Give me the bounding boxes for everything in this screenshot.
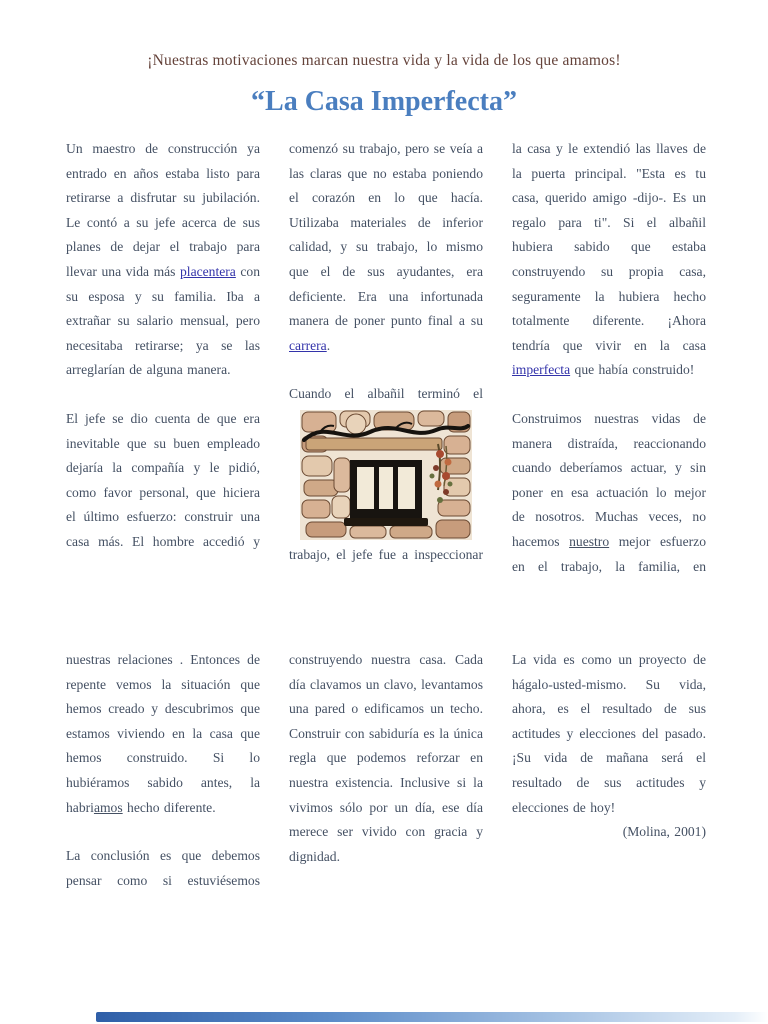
body-text: mejor esfuerzo en el trabajo, la familia, en: [512, 533, 706, 574]
body-text: nuestras relaciones . Entonces de repente vemos la situación que hemos creado y descubrimos que estamos viviendo en la casa que hemos construido. Si lo hubiéramos sabido antes, la habri: [66, 652, 260, 815]
paragraph: [289, 382, 483, 407]
imperfecta-link[interactable]: imperfecta: [512, 362, 571, 378]
citation-text: (Molina, 2001): [622, 824, 706, 840]
paragraph: [512, 648, 706, 820]
body-text: La conclusión es que debemos pensar como si estuviésemos: [66, 848, 260, 888]
column-2-bottom: [289, 648, 483, 893]
paragraph: [512, 407, 706, 579]
paragraph: [66, 137, 260, 383]
column-3-top: [512, 137, 706, 603]
citation: [512, 820, 706, 845]
body-text: construyendo nuestra casa. Cada día clavamos un clavo, levantamos una pared o edificamos un techo. Construir con sabiduría es la única regla que podemos reforzar en nuestra existencia. Inclusive si la vivimos sólo por un día, ese día merece ser vivido con gracia y dignidad.: [289, 652, 483, 864]
body-text: comenzó su trabajo, pero se veía a las claras que no estaba poniendo el corazón en lo que hacía. Utilizaba materiales de inferior calidad, y su trabajo, lo mismo que el de sus ayudantes, era deficiente. Era una infortunada manera de poner punto final a su: [289, 141, 483, 329]
body-text: Construimos nuestras vidas de manera distraída, reaccionando cuando deberíamos actuar, y sin poner en esa actuación lo mejor de nosotros. Muchas veces, no hacemos: [512, 410, 706, 549]
stone-wall-window-illustration: [300, 410, 472, 540]
document-subtitle: ¡Nuestras motivaciones marcan nuestra vida y la vida de los que amamos!: [147, 52, 621, 69]
body-text: con su esposa y su familia. Iba a extrañar su salario mensual, pero necesitaba retirarse; ya se las arreglarían de alguna manera.: [66, 263, 261, 378]
column-2-top: [289, 137, 483, 592]
underlined-word: nuestro: [569, 533, 610, 549]
body-text: que había construido!: [570, 362, 695, 378]
body-text: trabajo, el jefe fue a inspeccionar: [289, 546, 483, 562]
paragraph: [512, 137, 706, 383]
body-text: .: [326, 337, 331, 353]
carrera-link[interactable]: carrera: [289, 337, 327, 353]
placentera-link[interactable]: placentera: [180, 263, 236, 279]
body-text: Cuando el albañil terminó el: [289, 386, 483, 402]
body-text: hecho diferente.: [122, 799, 216, 815]
body-text: Un maestro de construcción ya entrado en años estaba listo para retirarse a disfrutar su jubilación. Le contó a su jefe acerca de sus planes de dejar el trabajo para llevar una vida más: [66, 141, 260, 279]
page-title: “La Casa Imperfecta”: [251, 86, 517, 117]
column-3-bottom: [512, 648, 706, 869]
page-progress-bar: [96, 1012, 768, 1022]
paragraph: [289, 543, 483, 568]
paragraph: [289, 648, 483, 869]
body-text: la casa y le extendió las llaves de la puerta principal. "Esta es tu casa, querido amigo -dijo-. Es un regalo para ti". Si el albañil hubiera sabido que estaba construyendo su propia casa, seguramente la hubiera hecho totalmente diferente. ¡Ahora tendría que vivir en la casa: [512, 141, 706, 353]
stone-wall-window-image: [300, 410, 472, 540]
paragraph: [66, 648, 260, 820]
column-1-top: [66, 137, 260, 579]
body-text: El jefe se dio cuenta de que era inevitable que su buen empleado dejaría la compañía y le pidió, como favor personal, que hiciera el último esfuerzo: construir una casa más. El hombre accedió y: [66, 410, 260, 549]
paragraph: [289, 137, 483, 358]
paragraph: [66, 407, 260, 555]
underlined-word: amos: [93, 799, 123, 815]
column-1-bottom: [66, 648, 260, 917]
paragraph: [66, 844, 260, 893]
body-text: La vida es como un proyecto de hágalo-usted-mismo. Su vida, ahora, es el resultado de sus actitudes y elecciones del pasado. ¡Su vida de mañana será el resultado de sus actitudes y elecciones de hoy!: [512, 652, 706, 815]
